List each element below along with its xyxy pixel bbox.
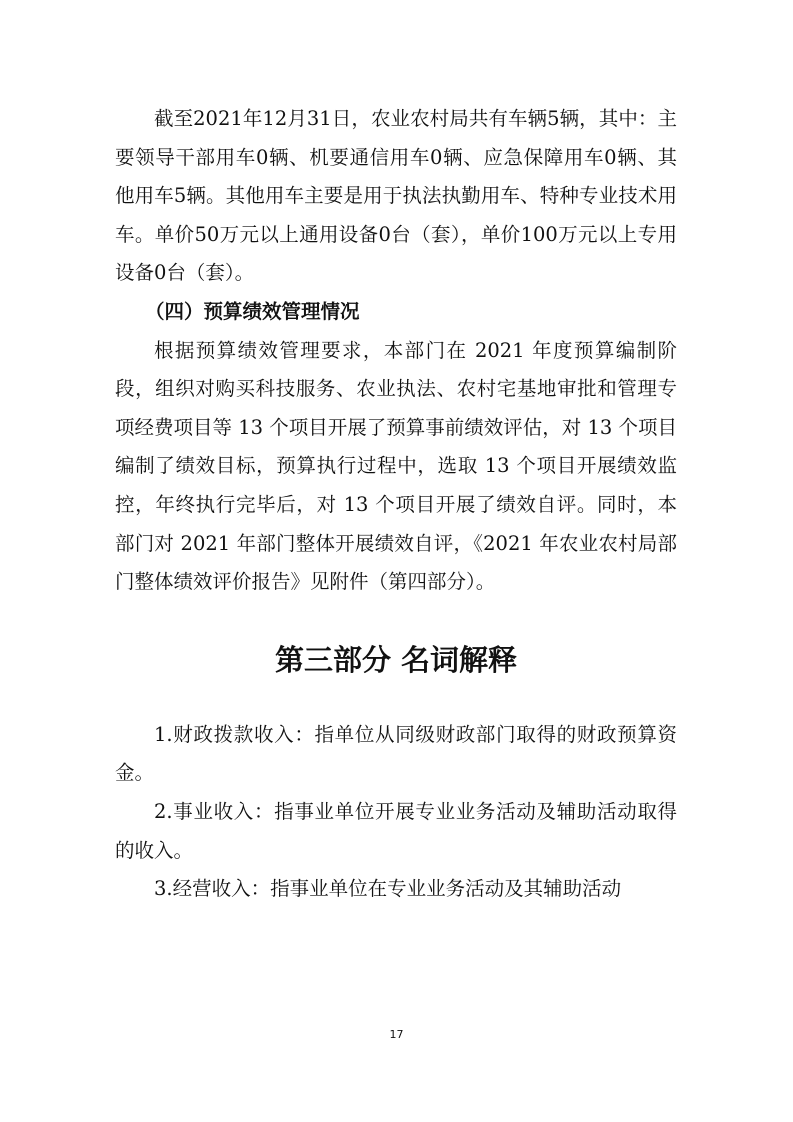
section-title: 第三部分 名词解释 [274,642,518,677]
definition-item: 1.财政拨款收入：指单位从同级财政部门取得的财政预算资金。 [115,722,677,785]
paragraph-performance: 根据预算绩效管理要求，本部门在 2021 年度预算编制阶段，组织对购买科技服务、农业执法、农村宅基地审批和管理专项经费项目等 13 个项目开展了预算事前绩效评估，对 13 个项目编制了绩效目标，预算执行过程中，选取 13 个项目开展绩效监控，年终执行完毕后，对 13 个项目开展了绩效自评。同时，本部门对 2021 年部门整体开展绩效自评，《2021 年农业农村局部门整体绩效评价报告》见附件（第四部分）。 [115,338,677,594]
definition-item: 3.经营收入：指事业单位在专业业务活动及其辅助活动 [154,877,622,901]
page-content [115,100,677,909]
page-number: 17 [389,1028,404,1041]
definition-item: 2.事业收入：指事业单位开展专业业务活动及辅助活动取得的收入。 [115,799,677,862]
subheading-budget-performance: （四）预算绩效管理情况 [145,299,360,323]
paragraph-vehicles: 截至2021年12月31日，农业农村局共有车辆5辆，其中：主要领导干部用车0辆、机要通信用车0辆、应急保障用车0辆、其他用车5辆。其他用车主要是用于执法执勤用车、特种专业技术用车。单价50万元以上通用设备0台（套），单价100万元以上专用设备0台（套）。 [115,107,677,285]
